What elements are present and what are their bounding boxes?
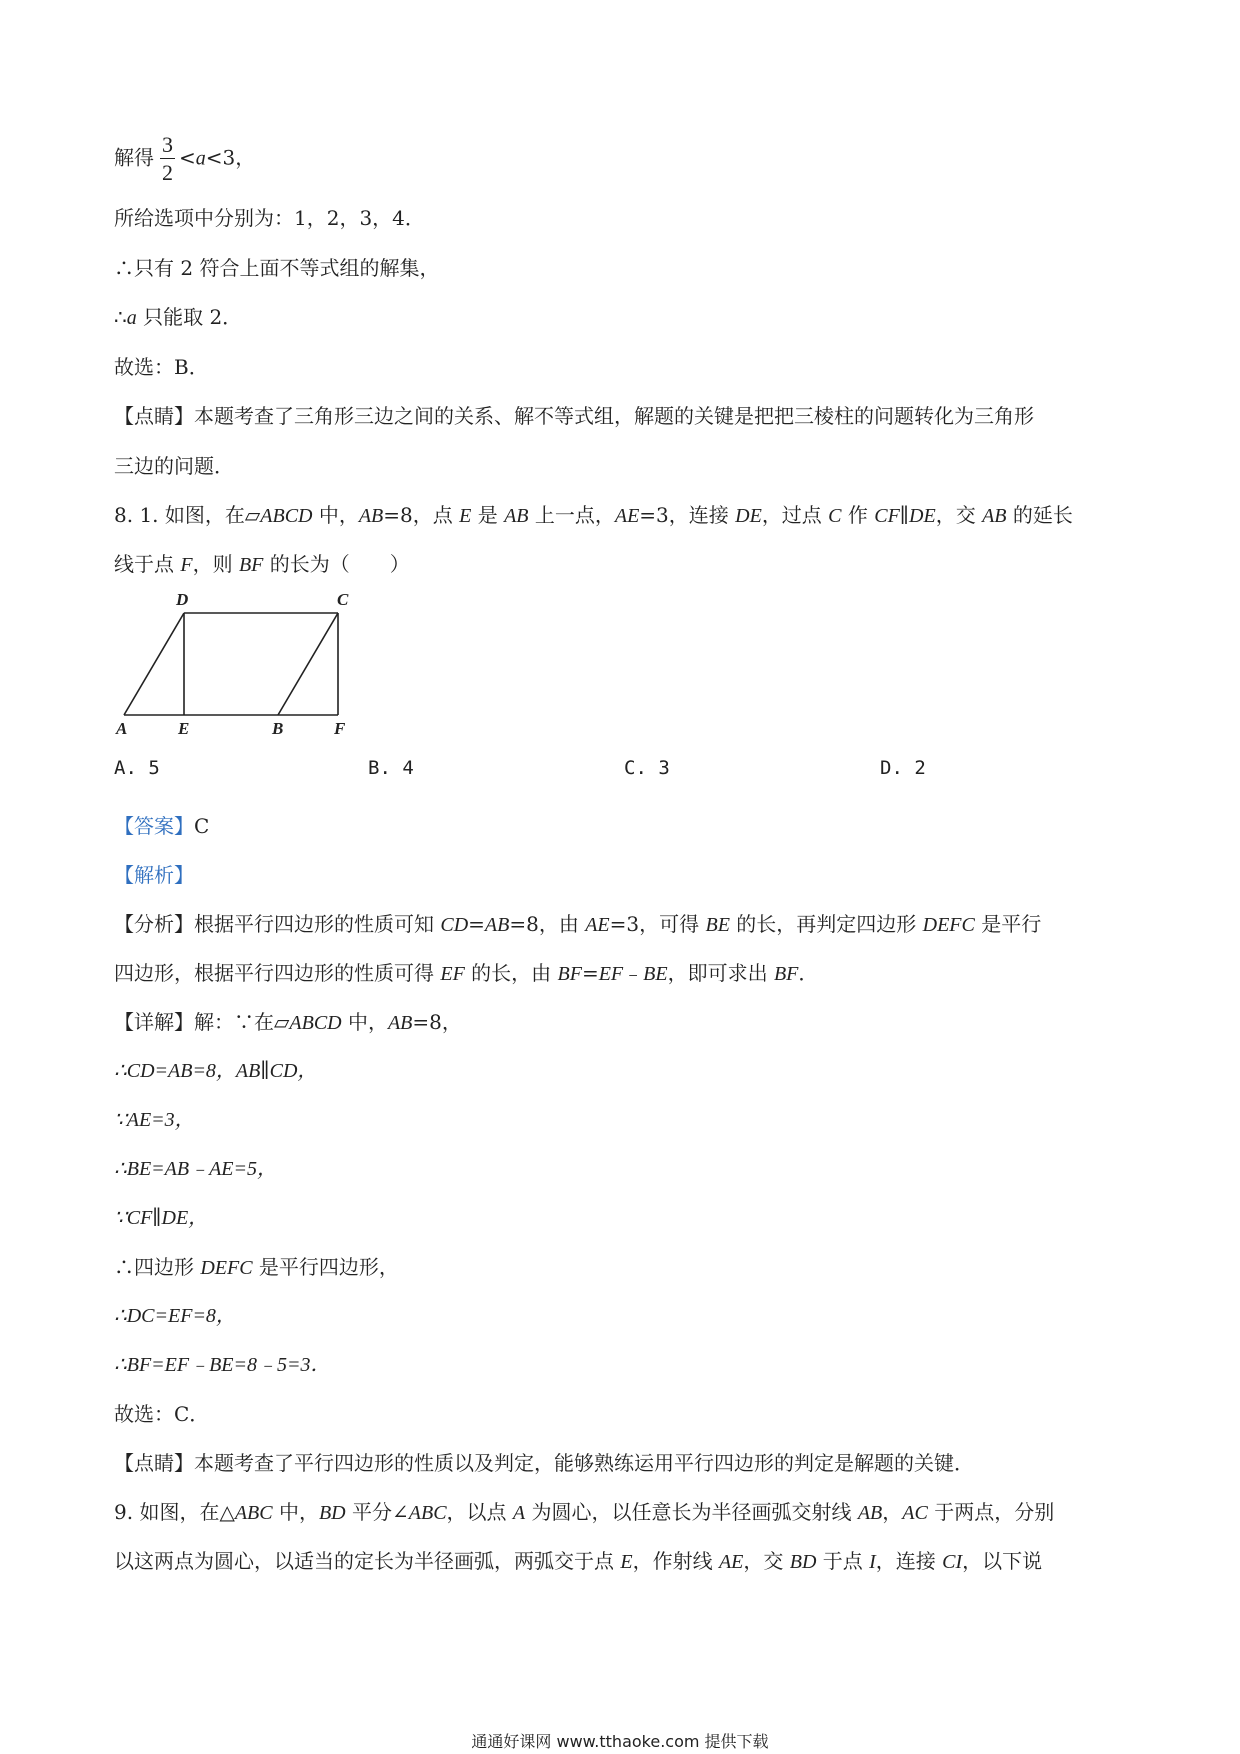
text: 于点 [816,1549,870,1573]
solution-line-2: 所给选项中分别为：1，2，3，4． [114,206,425,230]
math-var: E [459,505,472,527]
text: 是平行四边形， [252,1255,399,1279]
label-B: B [272,719,284,738]
text: 是 [471,503,505,527]
text: 线于点 [114,552,181,576]
math-var: BD [789,1551,817,1573]
text: 中， [341,1010,388,1034]
math-var: DEFC [922,914,975,936]
answer-value: C [194,814,210,838]
xiangjie-line-3: ∵AE=3， [114,1109,195,1131]
text: 的长为（ ） [263,552,410,576]
text: =3，可得 [609,912,706,936]
text: 9. 如图，在△ [114,1500,235,1524]
solution-line-1 [114,134,255,184]
text: 上一点， [528,503,615,527]
text: = [468,912,485,936]
text: 的长，由 [464,961,558,985]
text: =8，由 [509,912,586,936]
math-var: EF [440,963,465,985]
text: 的延长 [1006,503,1073,527]
math-var: AC [902,1502,928,1524]
text: =8， [412,1010,462,1034]
text: ，连接 [875,1549,943,1573]
xiangjie-line-8: ∴BF=EF﹣BE=8﹣5=3． [114,1354,331,1376]
fenxi-line-2 [114,959,818,988]
math-var: ABCD [289,1012,342,1034]
text: ∴四边形 [114,1255,201,1279]
text: =3，连接 [639,503,736,527]
option-d: D. 2 [880,757,926,779]
text: 中， [312,503,359,527]
fenxi-line-1 [114,910,1041,939]
section-tag: 【详解】 [114,1010,194,1034]
fraction-numerator: 3 [162,132,173,157]
math-var: CD [440,914,469,936]
math-var: BD [318,1502,346,1524]
dianjing2-line [114,1449,974,1477]
math-var: AB [504,505,529,527]
xiangjie-line-1 [114,1008,462,1037]
xiangjie-line-5: ∵CF∥DE， [114,1207,209,1229]
text: ，以点 [446,1500,513,1524]
math-var: BE [705,914,730,936]
option-c: C. 3 [624,757,670,779]
math-var: BF [557,963,582,985]
section-tag: 【分析】 [114,912,194,936]
text: 本题考查了平行四边形的性质以及判定，能够熟练运用平行四边形的判定是解题的关键． [194,1451,974,1475]
label-F: F [334,719,346,738]
math-var: a [126,307,137,329]
text: 以这两点为圆心，以适当的定长为半径画弧，两弧交于点 [114,1549,621,1573]
math-var: DE [735,505,762,527]
answer-line [114,812,209,840]
q9-line-1 [114,1498,1054,1527]
text: <3， [205,145,256,170]
math-var: BE [643,963,668,985]
text: 中， [272,1500,319,1524]
label-A: A [116,719,128,738]
option-a: A. 5 [114,757,160,779]
text: 只能取 2． [136,305,243,329]
label-C: C [337,590,349,609]
text: 解：∵在▱ [194,1010,290,1034]
math-var: AE [585,914,610,936]
q8-line-2 [114,550,410,579]
label-E: E [178,719,190,738]
text: 解得 [114,145,154,170]
math-var: F [180,554,193,576]
xiangjie-line-7: ∴DC=EF=8， [114,1305,236,1327]
text: ， [882,1500,903,1524]
text: = [581,961,599,985]
math-var: AB [982,505,1007,527]
text: ． [798,961,819,985]
text: 为圆心，以任意长为半径画弧交射线 [525,1500,858,1524]
text: ，则 [192,552,239,576]
text: =8，点 [383,503,460,527]
text: ，交 [743,1549,790,1573]
text: 作 [841,503,875,527]
math-var: CF∥DE [874,505,936,527]
text: ，即可求出 [667,961,774,985]
fraction [160,134,175,184]
text: 根据平行四边形的性质可知 [194,912,441,936]
math-var: AE [718,1551,744,1573]
line-AD [124,613,184,715]
xiangjie-line-4: ∴BE=AB﹣AE=5， [114,1158,278,1180]
text: ，作射线 [632,1549,719,1573]
math-var: BF [773,963,799,985]
text: 本题考查了三角形三边之间的关系、解不等式组，解题的关键是把把三棱柱的问题转化为三角形 [194,404,1034,428]
line-BC [278,613,338,715]
solution-line-5: 故选：B． [114,355,209,379]
math-var: AB [387,1012,413,1034]
section-tag: 【点睛】 [114,1451,194,1475]
label-D: D [176,590,189,609]
parallelogram-figure [112,588,362,738]
section-tag: 【点睛】 [114,404,194,428]
text: ，过点 [761,503,829,527]
math-var: EF [598,963,624,985]
xiangjie-line-6 [114,1253,399,1282]
math-var: DEFC [200,1257,253,1279]
text: ∴ [114,305,127,329]
text: ，以下说 [962,1549,1043,1573]
math-var: CI [942,1551,963,1573]
math-var: ABC [408,1502,447,1524]
math-var: C [828,505,842,527]
math-var: ABCD [260,505,313,527]
xiangjie-line-9: 故选：C． [114,1402,210,1426]
math-var: AB [857,1502,883,1524]
dianjing-line-1 [114,402,1034,430]
text: ﹣ [623,961,644,985]
fraction-denominator: 2 [162,160,173,185]
dianjing-line-2: 三边的问题． [114,454,234,478]
section-tag: 【答案】 [114,814,194,838]
text: ，交 [935,503,983,527]
q8-line-1 [114,501,1073,530]
math-var: AB [484,914,510,936]
text: 于两点，分别 [927,1500,1055,1524]
math-var: ABC [234,1502,273,1524]
analysis-tag: 【解析】 [114,863,194,887]
text: 的长，再判定四边形 [729,912,923,936]
text: 四边形，根据平行四边形的性质可得 [114,961,441,985]
math-var: E [620,1551,633,1573]
math-var: A [512,1502,526,1524]
math-var: AB [358,505,384,527]
text: 8. 1. 如图，在▱ [114,503,261,527]
math-var: a [195,147,206,170]
xiangjie-line-2: ∴CD=AB=8，AB∥CD， [114,1060,318,1082]
math-var: I [869,1551,876,1573]
text: 是平行 [974,912,1042,936]
text: 平分∠ [345,1500,409,1524]
page-footer: 通通好课网 www.tthaoke.com 提供下载 [471,1732,769,1751]
math-var: AE [614,505,640,527]
q9-line-2 [114,1547,1042,1576]
text: < [179,145,196,170]
solution-line-3: ∴只有 2 符合上面不等式组的解集， [114,256,440,280]
math-var: BF [238,554,264,576]
solution-line-4 [114,303,242,332]
option-b: B. 4 [368,757,414,779]
